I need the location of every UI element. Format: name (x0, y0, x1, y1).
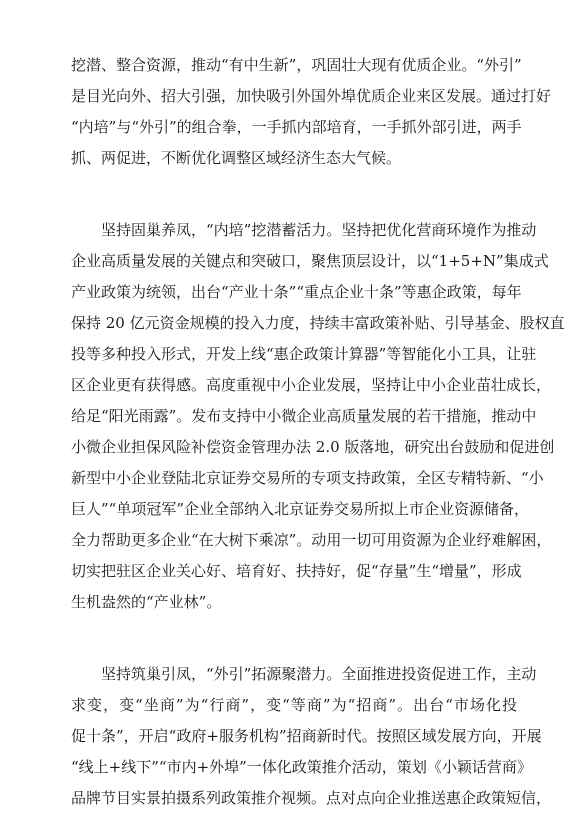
paragraph-line: “内培”与“外引”的组合拳，一手抓内部培育，一手抓外部引进，两手 (71, 118, 522, 136)
paragraph-line: 是目光向外、招大引强，加快吸引外国外埠优质企业来区发展。通过打好 (71, 87, 552, 105)
paragraph-line: 坚持筑巢引凤，“外引”拓源聚潜力。全面推进投资促进工作，主动 (101, 665, 537, 683)
paragraph-line: 品牌节目实景拍摄系列政策推介视频。点对点向企业推送惠企政策短信， (71, 789, 552, 807)
paragraph-line: 小微企业担保风险补偿资金管理办法 2.0 版落地，研究出台鼓励和促进创 (71, 438, 555, 456)
paragraph-line: 给足“阳光雨露”。发布支持中小微企业高质量发展的若干措施，推动中 (71, 407, 537, 425)
paragraph-line: 区企业更有获得感。高度重视中小企业发展，坚持让中小企业苗壮成长， (71, 376, 552, 394)
paragraph-line: 抓、两促进，不断优化调整区域经济生态大气候。 (71, 149, 402, 167)
paragraph-line: 切实把驻区企业关心好、培育好、扶持好，促“存量”生“增量”，形成 (71, 562, 522, 580)
paragraph-1 (71, 50, 552, 174)
paragraph-3 (71, 659, 552, 814)
paragraph-line: 企业高质量发展的关键点和突破口，聚焦顶层设计，以“1+5+N”集成式 (71, 252, 549, 270)
paragraph-gap (71, 174, 517, 215)
paragraph-line: 坚持固巢养凤，“内培”挖潜蓄活力。坚持把优化营商环境作为推动 (101, 221, 537, 239)
paragraph-line: 新型中小企业登陆北京证券交易所的专项支持政策，全区专精特新、“小 (71, 469, 544, 487)
paragraph-line: 全力帮助更多企业“在大树下乘凉”。动用一切可用资源为企业纾难解困， (71, 531, 552, 549)
paragraph-gap (71, 618, 517, 659)
paragraph-line: 求变，变“坐商”为“行商”，变“等商”为“招商”。出台“市场化投 (71, 696, 517, 714)
paragraph-line: 投等多种投入形式，开发上线“惠企政策计算器”等智能化小工具，让驻 (71, 345, 537, 363)
paragraph-line: 促十条”，开启“政府+服务机构”招商新时代。按照区域发展方向，开展 (71, 727, 542, 745)
paragraph-line: 生机盎然的“产业林”。 (71, 593, 222, 611)
paragraph-line: “线上+线下”“市内+外埠”一体化政策推介活动，策划《小颖话营商》 (71, 758, 532, 776)
paragraph-2 (71, 215, 565, 618)
paragraph-line: 挖潜、整合资源，推动“有中生新”，巩固壮大现有优质企业。“外引” (71, 56, 522, 74)
paragraph-line: 产业政策为统领，出台“产业十条”“重点企业十条”等惠企政策，每年 (71, 283, 522, 301)
document-body (71, 50, 565, 814)
paragraph-line: 保持 20 亿元资金规模的投入力度，持续丰富政策补贴、引导基金、股权直 (71, 314, 565, 332)
paragraph-line: 巨人”“单项冠军”企业全部纳入北京证券交易所拟上市企业资源储备， (71, 500, 530, 518)
